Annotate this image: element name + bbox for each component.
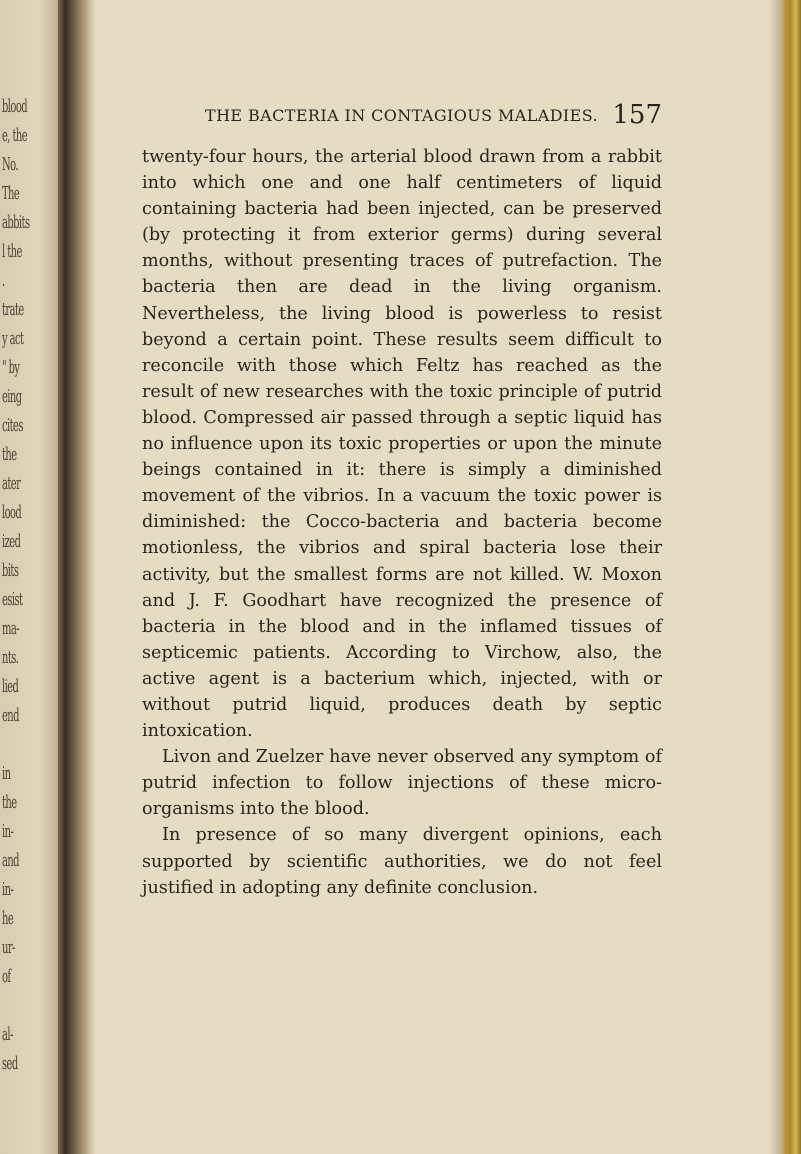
book-page xyxy=(110,100,680,898)
page-edges-right xyxy=(783,0,801,1154)
running-title: THE BACTERIA IN CONTAGIOUS MALADIES. xyxy=(205,106,598,125)
paragraph-conclusion: In presence of so many divergent opinions, each supported by scientific authorities, we do not feel justified in adopting any definite conclusion. xyxy=(142,825,662,898)
paragraph-livon: Livon and Zuelzer have never observed any symptom of putrid infection to follow injections of these micro-organisms into the blood. xyxy=(142,747,662,820)
body-text xyxy=(142,144,662,901)
running-header xyxy=(110,100,680,130)
page-number: 157 xyxy=(612,100,662,130)
right-edge-shadow xyxy=(769,0,783,1154)
book-spine-shadow xyxy=(58,0,66,1154)
book-gutter xyxy=(66,0,96,1154)
paragraph-continued: twenty-four hours, the arterial blood drawn from a rabbit into which one and one half centimeters of liquid containing bacteria had been injected, can be preserved (by protecting it from exterior germs) during several months, without presenting traces of putrefaction. The bacteria then are dead in the living organism. Nevertheless, the living blood is powerless to resist beyond a certain point. These results seem difficult to reconcile with those which Feltz has reached as the result of new researches with the toxic principle of putrid blood. Compressed air passed through a septic liquid has no influence upon its toxic properties or upon the minute beings contained in it: there is simply a diminished movement of the vibrios. In a vacuum the toxic power is diminished: the Cocco-bacteria and bacteria become motionless, the vibrios and spiral bacteria lose their activity, but the smallest forms are not killed. W. Moxon and J. F. Goodhart have recognized the presence of bacteria in the blood and in the inflamed tissues of septicemic patients. According to Virchow, also, the active agent is a bacterium which, injected, with or without putrid liquid, produces death by septic intoxication. xyxy=(142,147,662,742)
left-page-text-fragments: blood e, the No. The abbits l the . trate y act " by eing cites the ater lood ized bits esist ma- nts. lied end in the in- and in- he ur- of al- sed xyxy=(2,96,30,1074)
